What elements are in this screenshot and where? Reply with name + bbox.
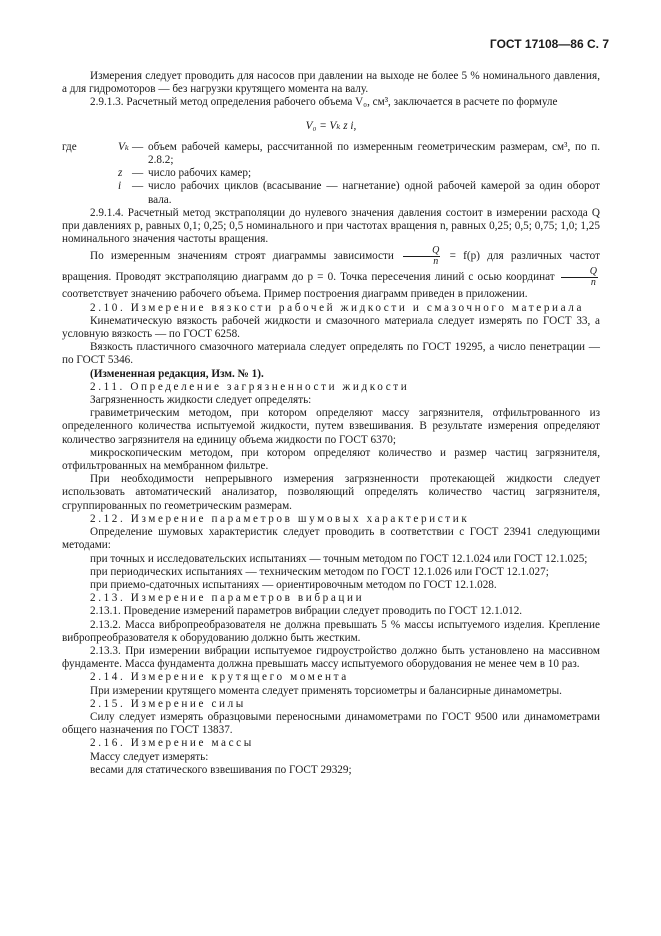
- fraction-numerator: Q: [561, 267, 598, 278]
- section-heading: 2.15. Измерение силы: [90, 697, 246, 710]
- paragraph: Измерения следует проводить для насосов при давлении на выходе не более 5 % номинального давления, а для гидромоторов — без нагрузки крутящего момента на валу.: [62, 70, 600, 96]
- paragraph-text: соответствует значению рабочего объема. Пример построения диаграмм приведен в приложении.: [62, 288, 528, 301]
- paragraph: Загрязненность жидкости следует определять:: [90, 394, 312, 407]
- fraction-numerator: Q: [403, 246, 440, 257]
- definition-symbol: z: [118, 167, 123, 180]
- section-heading: 2.10. Измерение вязкости рабочей жидкости и смазочного материала: [90, 301, 585, 314]
- paragraph: при точных и исследовательских испытаниях — точным методом по ГОСТ 12.1.024 или ГОСТ 12.1.025;: [90, 552, 588, 565]
- definition-symbol: Vₖ: [118, 140, 129, 153]
- paragraph: 2.9.1.3. Расчетный метод определения рабочего объема V₀, см³, заключается в расчете по формуле: [90, 96, 558, 109]
- paragraph: 2.13.3. При измерении вибрации испытуемое гидроустройство должно быть установлено на массивном фундаменте. Масса фундамента должна превышать массу испытуемого оборудования не менее чем в 10 раз.: [62, 644, 600, 671]
- paragraph: Силу следует измерять образцовыми переносными динамометрами по ГОСТ 9500 или динамометрами общего назначения по ГОСТ 13837.: [62, 710, 600, 737]
- paragraph-text: По измеренным значениям строят диаграммы зависимости: [90, 250, 394, 263]
- paragraph: 2.13.1. Проведение измерений параметров вибрации следует проводить по ГОСТ 12.1.012.: [90, 605, 523, 618]
- definition-list: [62, 141, 600, 207]
- definition-row: [62, 180, 600, 206]
- fraction-q-over-n: [561, 267, 598, 288]
- section-heading: 2.12. Измерение параметров шумовых характеристик: [90, 512, 470, 525]
- paragraph: 2.13.2. Масса вибропреобразователя не должна превышать 5 % массы испытуемого изделия. Крепление вибропреобразователя к оборудованию должно быть жестким.: [62, 618, 600, 644]
- definition-dash: —: [132, 180, 144, 193]
- definition-lead: где: [62, 140, 77, 153]
- paragraph: Вязкость пластичного смазочного материала следует определять по ГОСТ 19295, а число пенетрации — по ГОСТ 5346.: [62, 341, 600, 367]
- paragraph: При измерении крутящего момента следует применять торсиометры и балансирные динамометры.: [90, 684, 562, 697]
- formula-rhs: Vₖ z i,: [329, 119, 357, 132]
- definition-dash: —: [132, 140, 144, 153]
- paragraph: 2.9.1.4. Расчетный метод экстраполяции до нулевого значения давления состоит в измерении расхода Q при давлениях p, равных 0,1; 0,25; 0,5 номинального и при частотах вращения n, равных 0,25; 0,5; 0,75; 1,0; 1,25 номинального значения частоты вращения.: [62, 206, 600, 246]
- paragraph: Кинематическую вязкость рабочей жидкости и смазочного материала следует измерять по ГОСТ 33, а условную вязкость — по ГОСТ 6258.: [62, 314, 600, 341]
- definition-dash: —: [132, 167, 144, 180]
- definition-text: число рабочих циклов (всасывание — нагнетание) одной рабочей камерой за один оборот вала.: [148, 180, 600, 206]
- fraction-denominator: n: [590, 277, 596, 289]
- definition-symbol: i: [118, 180, 122, 193]
- paragraph: При необходимости непрерывного измерения загрязненности протекающей жидкости следует использовать автоматический анализатор, позволяющий определять количество частиц загрязнителя, сгруппированных по геометрическим размерам.: [62, 473, 600, 512]
- definition-row: [62, 167, 600, 180]
- section-heading: 2.14. Измерение крутящего момента: [90, 671, 349, 684]
- fraction-q-over-n: [403, 246, 440, 267]
- formula-lhs: V₀: [305, 119, 317, 132]
- paragraph: при периодических испытаниях — техническим методом по ГОСТ 12.1.026 или ГОСТ 12.1.027;: [90, 565, 549, 578]
- paragraph-text: = f(p) для различных частот вращения. Проводят экстраполяцию диаграмм до p = 0. Точка пересечения линий с осью координат: [62, 250, 600, 284]
- definition-lead: [62, 167, 118, 180]
- paragraph-with-fraction: [62, 246, 600, 301]
- section-heading: 2.13. Измерение параметров вибрации: [90, 592, 365, 605]
- definition-text: объем рабочей камеры, рассчитанной по измеренным геометрическим размерам, см³, по п. 2.8.2;: [148, 140, 600, 167]
- paragraph: Определение шумовых характеристик следует проводить в соответствии с ГОСТ 23941 следующими методами:: [62, 526, 600, 552]
- fraction-denominator: n: [433, 256, 439, 268]
- formula: [62, 120, 600, 133]
- amendment-note: (Измененная редакция, Изм. № 1).: [90, 367, 264, 380]
- page-body: [62, 70, 600, 777]
- formula-eq: =: [316, 119, 330, 132]
- paragraph: микроскопическим методом, при котором определяют количество и размер частиц загрязнителя, отфильтрованных на мембранном фильтре.: [62, 446, 600, 473]
- paragraph: Массу следует измерять:: [90, 750, 209, 763]
- definition-text: число рабочих камер;: [148, 167, 252, 180]
- paragraph: весами для статического взвешивания по ГОСТ 29329;: [90, 763, 352, 776]
- paragraph: при приемо-сдаточных испытаниях — ориентировочным методом по ГОСТ 12.1.028.: [90, 578, 497, 591]
- definition-lead: [62, 180, 118, 206]
- page-header: ГОСТ 17108—86 С. 7: [489, 37, 609, 51]
- definition-row: [62, 141, 600, 167]
- paragraph: гравиметрическим методом, при котором определяют массу загрязнителя, отфильтрованного из определенного количества испытуемой жидкости, путем взвешивания. В результате измерения определяют количество загрязнителя на единицу объема жидкости по ГОСТ 6370;: [62, 407, 600, 446]
- section-heading: 2.16. Измерение массы: [90, 737, 254, 750]
- section-heading: 2.11. Определение загрязненности жидкости: [90, 380, 410, 393]
